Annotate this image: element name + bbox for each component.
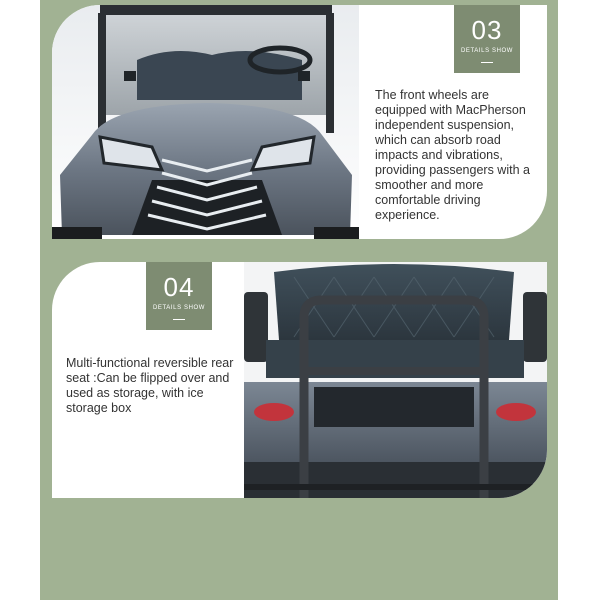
details-card-front-suspension [52,5,547,239]
section-number-badge [454,5,520,73]
details-card-rear-seat [52,262,547,498]
section-number-badge [146,262,212,330]
section-number: 03 [471,15,503,45]
feature-description: The front wheels are equipped with MacPherson independent suspension, which can absorb road impacts and vibrations, providing passengers with a smoother and more comfortable driving experience. [375,88,530,222]
badge-divider [173,319,185,320]
golf-cart-rear-seat-photo [244,262,547,498]
badge-divider [481,62,493,63]
feature-description: Multi-functional reversible rear seat :Can be flipped over and used as storage, with ice storage box [66,356,234,415]
golf-cart-front-photo [52,5,359,239]
details-show-caption: DETAILS SHOW [152,305,206,311]
details-show-caption: DETAILS SHOW [460,48,514,54]
section-number: 04 [163,272,195,302]
